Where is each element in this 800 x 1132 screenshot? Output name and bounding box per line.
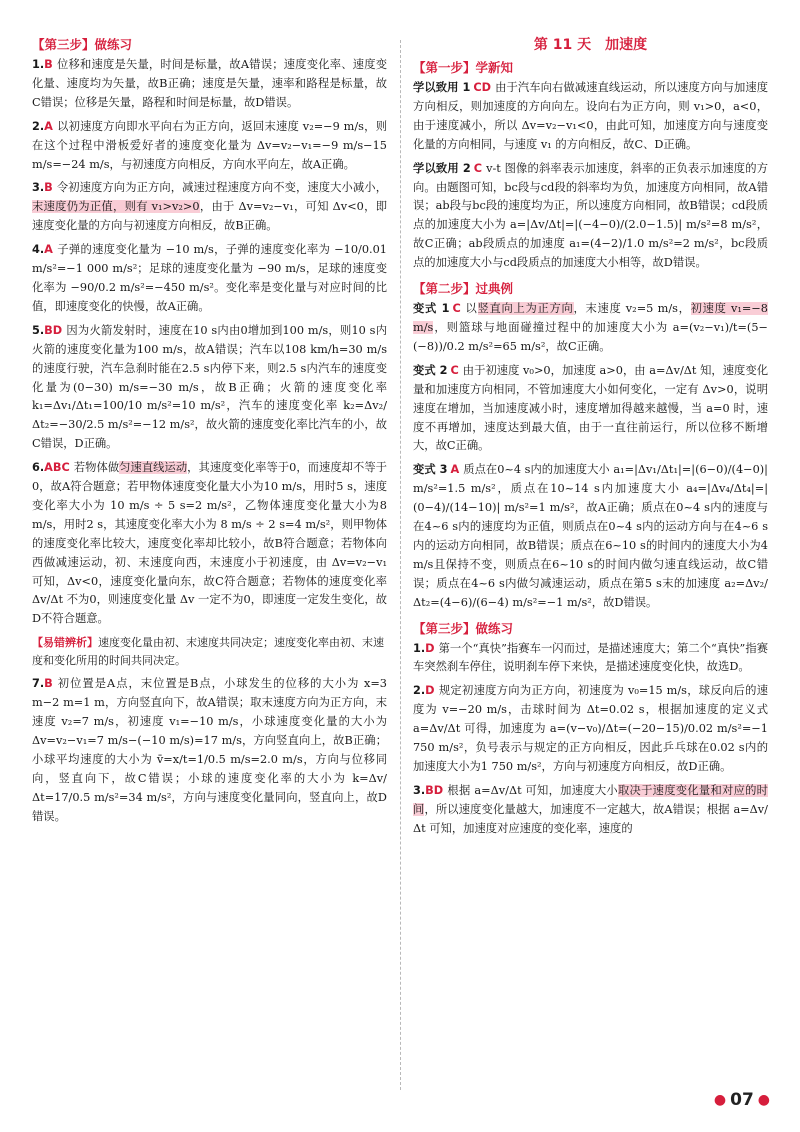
answer-item: 2.A 以初速度方向即水平向右为正方向，返回末速度 v₂=−9 m/s，则在这个过程中滑板爱好者的速度变化量为 Δv=v₂−v₁=−9 m/s−15 m/s=−24 m/s，与初速度方向相反，方向水平向左，故A正确。 [32, 119, 387, 171]
answer-item: 7.B 初位置是A点，末位置是B点，小球发生的位移的大小为 x=3 m−2 m=1 m，方向竖直向下，故A错误；取末速度方向为正方向，末速度 v₂=7 m/s，初速度 v₁=−10 m/s，小球速度变化量的大小为 Δv=v₂−v₁=7 m/s−(−10 m/s)=17 m/s，方向竖直向上，故B正确；小球平均速度的大小为 v̄=x/t=1/0.5 m/s=2.0 m/s，方向与位移同向，竖直向下，故C错误；小球的速度变化率的大小为 k=Δv/Δt=17/0.5 m/s²=34 m/s²，方向与速度变化量同向，竖直向上，故D错误。 [32, 677, 387, 823]
highlight: 竖直向上为正方向 [477, 302, 574, 316]
answer-item: 5.BD 因为火箭发射时，速度在10 s内由0增加到100 m/s，则10 s内火箭的速度变化量为100 m/s，故A错误；汽车以108 km/h=30 m/s的速度行驶，汽车急刹时能在2.5 s内停下来，则2.5 s内汽车的速度变化量为(0−30) m/s=−30 m/s，故B正确；火箭的速度变化率 k₁=Δv₁/Δt₁=100/10 m/s²=10 m/s²，汽车的速度变化率 k₂=Δv₂/Δt₂=−30/2.5 m/s²=−12 m/s²，故火箭的速度变化率比汽车的小，故C错误，D正确。 [32, 323, 387, 451]
dot-icon: ● [713, 1092, 727, 1108]
answer-item: 变式 2 C 由于初速度 v₀>0，加速度 a>0，由 a=Δv/Δt 知，速度变化量和加速度方向相同，不管加速度大小如何变化，一定有 Δv>0，说明速度在增加，当加速度减小时，速度增加得越来越慢，当 a=0 时，速度不再增加，速度达到最大值，由于一直往前运行，所以位移不断增大，故C正确。 [413, 363, 768, 453]
page-number: ● 07 ● [713, 1090, 770, 1110]
answer-item: 变式 3 A 质点在0~4 s内的加速度大小 a₁=|Δv₁/Δt₁|=|(6−0)/(4−0)| m/s²=1.5 m/s²，质点在10~14 s内加速度大小 a₄=|Δv₄/Δt₄|=|(0−4)/(14−10)| m/s²=1 m/s²，故A正确；质点在0~4 s内的速度与在4~6 s内的速度均为正值，则质点在0~4 s内的运动方向与在4~6 s内的运动方向相同，故B错误；质点在6~10 s的时间内的速度大小为4 m/s且保持不变，则质点在6~10 s的时间内做匀速直线运动，故C错误；质点在4~6 s内做匀减速运动，质点在第5 s末的加速度 a₂=Δv₂/Δt₂=(4−6)/(6−4) m/s²=−1 m/s²，故D错误。 [413, 463, 768, 609]
answer-item: 2.D 规定初速度方向为正方向，初速度为 v₀=15 m/s，球反向后的速度为 v=−20 m/s，击球时间为 Δt=0.02 s，根据加速度的定义式 a=Δv/Δt 可得，加速度为 a=(v−v₀)/Δt=(−20−15)/0.02 m/s²=−1 750 m/s²，负号表示与规定的正方向相反，因此乒乓球在0.02 s内的加速度大小为1 750 m/s²，方向与初速度方向相反，故D正确。 [413, 684, 768, 773]
page-title: 第 11 天 加速度 [533, 37, 648, 53]
answer-item: 变式 1 C 以竖直向上为正方向，末速度 v₂=5 m/s，初速度 v₁=−8 m/s，则篮球与地面碰撞过程中的加速度大小为 a=(v₂−v₁)/t=(5−(−8))/0.2 m/s²=65 m/s²，故C正确。 [413, 302, 768, 353]
step-header: 【第二步】过典例 [413, 281, 514, 297]
answer-item: 6.ABC 若物体做匀速直线运动，其速度变化率等于0，而速度却不等于0，故A符合题意；若甲物体速度变化量大小为10 m/s，用时5 s，速度变化率大小为 10 m/s ÷ 5 s=2 m/s²，乙物体速度变化量大小为8 m/s，用时2 s，其速度变化率大小为 8 m/s ÷ 2 s=4 m/s²，则甲物体的速度变化率比较大，速度变化率却比较小，故B符合题意；若物体向西做减速运动，初、末速度向西，末速度小于初速度，由 Δv=v₂−v₁ 可知，Δv<0，速度变化量向东，故C符合题意；若物体的速度变化率 Δv/Δt 不为0，则速度变化量 Δv 一定不为0，即速度一定发生变化，故D不符合题意。 [32, 461, 387, 626]
column-divider [400, 40, 401, 1090]
answer-item: 1.B 位移和速度是矢量，时间是标量，故A错误；速度变化率、速度变化量、速度均为矢量，故B正确；速度是矢量，速率和路程是标量，故C错误；位移是矢量，路程和时间是标量，故D错误。 [32, 58, 387, 109]
answer-item: 3.B 令初速度方向为正方向，减速过程速度方向不变，速度大小减小，末速度仍为正值，则有 v₁>v₂>0，由于 Δv=v₂−v₁，可知 Δv<0，即速度变化量的方向与初速度方向相反，故B正确。 [32, 181, 387, 233]
highlight: 匀速直线运动 [119, 461, 188, 475]
left-column [32, 34, 387, 1094]
step-header: 【第三步】做练习 [32, 37, 133, 52]
answer-item: 1.D 第一个“真快”指赛车一闪而过，是描述速度大；第二个“真快”指赛车突然刹车停住，说明刹车停下来快，是描述速度变化快，故选D。 [413, 641, 768, 674]
answer-item: 4.A 子弹的速度变化量为 −10 m/s，子弹的速度变化率为 −10/0.01 m/s²=−1 000 m/s²；足球的速度变化量为 −90 m/s，足球的速度变化率为 −90/0.2 m/s²=−450 m/s²。变化率是变化量与对应时间的比值，即速度变化的快慢，故A正确。 [32, 243, 387, 313]
answer-item: 学以致用 1 CD 由于汽车向右做减速直线运动，所以速度方向与加速度方向相反，则加速度的方向向左。设向右为正方向，则 v₁>0，a<0，由于速度减小，所以 Δv=v₂−v₁<0，由此可知，加速度方向与速度变化量的方向相同，与速度 v₁ 的方向相反，故C、D正确。 [413, 81, 768, 151]
answer-item: 3.BD 根据 a=Δv/Δt 可知，加速度大小取决于速度变化量和对应的时间，所以速度变化量越大，加速度不一定越大，故A错误；根据 a=Δv/Δt 可知，加速度对应速度的变化率，速度的 [413, 783, 768, 835]
dot-icon: ● [757, 1092, 770, 1108]
right-column [413, 34, 768, 1094]
step-header: 【第三步】做练习 [413, 620, 514, 636]
highlight: 末速度仍为正值，则有 v₁>v₂>0 [32, 200, 200, 214]
answer-item: 学以致用 2 C v-t 图像的斜率表示加速度，斜率的正负表示加速度的方向。由题图可知，bc段与cd段的斜率均为负，加速度方向相同，故A错误；ab段与bc段的速度均为正，所以速度方向相同，故B错误；cd段质点的加速度大小为 a=|Δv/Δt|=|(−4−0)/(2.0−1.5)| m/s²=8 m/s²，故C正确；ab段质点的加速度 a₁=(4−2)/1.0 m/s²=2 m/s²，bc段质点的加速度大小与cd段质点的加速度大小相等，故D错误。 [413, 161, 768, 270]
error-note: 【易错辨析】速度变化量由初、末速度共同决定；速度变化率由初、末速度和变化所用的时间共同决定。 [32, 636, 384, 668]
step-header: 【第一步】学新知 [413, 60, 514, 75]
highlight: 初速度 v₁=−8 m/s [413, 302, 768, 334]
highlight: 取决于速度变化量和对应的时间 [413, 783, 768, 816]
